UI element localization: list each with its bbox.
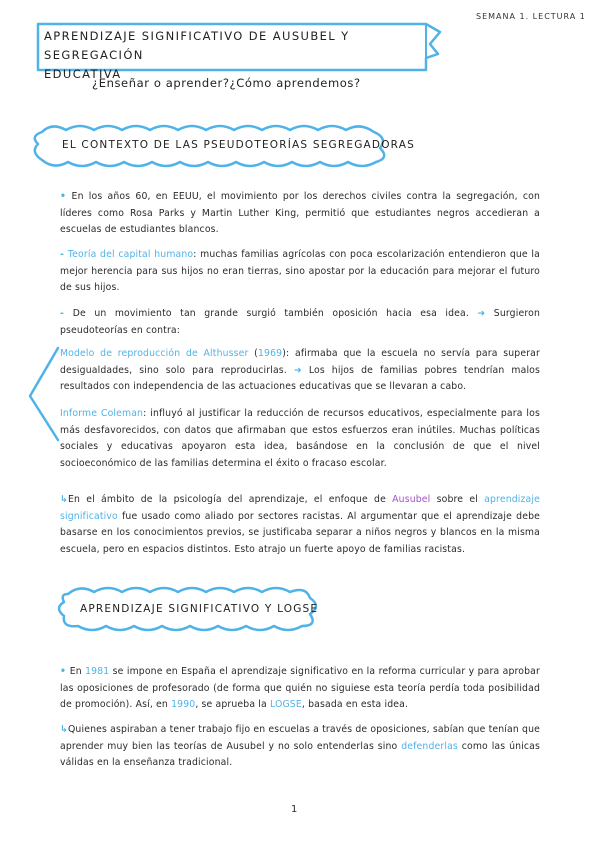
- arrow-right-icon: ➜: [477, 308, 486, 319]
- paragraph-ausubel: ↳En el ámbito de la psicología del aprendizaje, el enfoque de Ausubel sobre el aprendizaje significativo fue usado como aliado por sectores racistas. Al argumentar que el aprendizaje debe basarse en los conocimientos previos, se justificaba separar a niños negros y blancos en la misma escuela, pero en espacios distintos. Esto atrajo un fuerte apoyo de familias racistas.: [60, 494, 540, 555]
- dash-bullet-icon: -: [60, 308, 73, 319]
- link-meaningful-learning: aprendizaje significativo: [60, 494, 540, 522]
- link-human-capital: Teoría del capital humano: [67, 249, 194, 260]
- paragraph-coleman: Informe Coleman: influyó al justificar la reducción de recursos educativos, especialmente para los más desfavorecidos, con datos que afirmaban que estos esfuerzos eran inútiles. Muchas políticas sociales y educativas apoyaron esta idea, basándose en la conclusión de que el nivel socioeconómico de las familias determina el éxito o fracaso escolar.: [60, 408, 540, 469]
- left-bracket: [24, 344, 64, 444]
- paragraph-opposition: - De un movimiento tan grande surgió también oposición hacia esa idea. ➜ Surgieron pseudoteorías en contra:: [60, 308, 540, 336]
- link-coleman: Informe Coleman: [60, 408, 144, 419]
- bullet-icon: •: [60, 191, 72, 202]
- link-logse: LOGSE: [269, 699, 302, 711]
- name-ausubel: Ausubel: [392, 494, 431, 505]
- link-defenderlas: defenderlas: [401, 740, 458, 752]
- link-althusser: Modelo de reproducción de Althusser: [60, 348, 249, 359]
- dash-bullet-icon: -: [60, 249, 68, 260]
- lecture-label: SEMANA 1. LECTURA 1: [476, 12, 586, 21]
- paragraph-1981: • En 1981 se impone en España el aprendizaje significativo en la reforma curricular y para aprobar las oposiciones de profesorado (de forma que quién no siguiese esta teoría perdía toda posibilidad de promoción). Así, en 1990, se aprueba la LOGSE, basada en esta idea.: [60, 666, 541, 711]
- paragraph-human-capital: - Teoría del capital humano: muchas familias agrícolas con poca escolarización entendieron que la mejor herencia para sus hijos no eran tierras, sino apostar por la educación para mejorar el futuro de sus hijos.: [60, 249, 540, 294]
- arrow-right-icon: ➜: [293, 364, 302, 376]
- title-line-1: APRENDIZAJE SIGNIFICATIVO DE AUSUBEL Y SEGREGACIÓN: [44, 29, 350, 62]
- document-subtitle: ¿Enseñar o aprender?¿Cómo aprendemos?: [92, 76, 361, 90]
- paragraph-civil-rights: • En los años 60, en EEUU, el movimiento por los derechos civiles contra la segregación, con líderes como Rosa Parks y Martin Luther King, permitió que estudiantes negros accedieran a escuelas de estudiantes blancos.: [60, 191, 540, 236]
- return-arrow-icon: ↳: [60, 724, 68, 735]
- page-number: 1: [291, 804, 298, 815]
- title-line-2: EDUCATIVA: [44, 67, 122, 81]
- return-arrow-icon: ↳: [60, 494, 68, 505]
- paragraph-oposiciones: ↳Quienes aspiraban a tener trabajo fijo en escuelas a través de oposiciones, sabían que tenían que aprender muy bien las teorías de Ausubel y no solo entenderlas sino defenderlas como las únicas válidas en la enseñanza tradicional.: [60, 724, 541, 769]
- paragraph-althusser: Modelo de reproducción de Althusser (1969): afirmaba que la escuela no servía para superar desigualdades, sino solo para reproducirlas. ➜ Los hijos de familias pobres tendrían malos resultados con independencia de las actuaciones educativas que se llevaran a cabo.: [60, 348, 541, 393]
- bullet-icon: •: [60, 666, 70, 677]
- section1-heading: EL CONTEXTO DE LAS PSEUDOTEORÍAS SEGREGADORAS: [62, 139, 415, 151]
- section2-heading: APRENDIZAJE SIGNIFICATIVO Y LOGSE: [80, 603, 319, 615]
